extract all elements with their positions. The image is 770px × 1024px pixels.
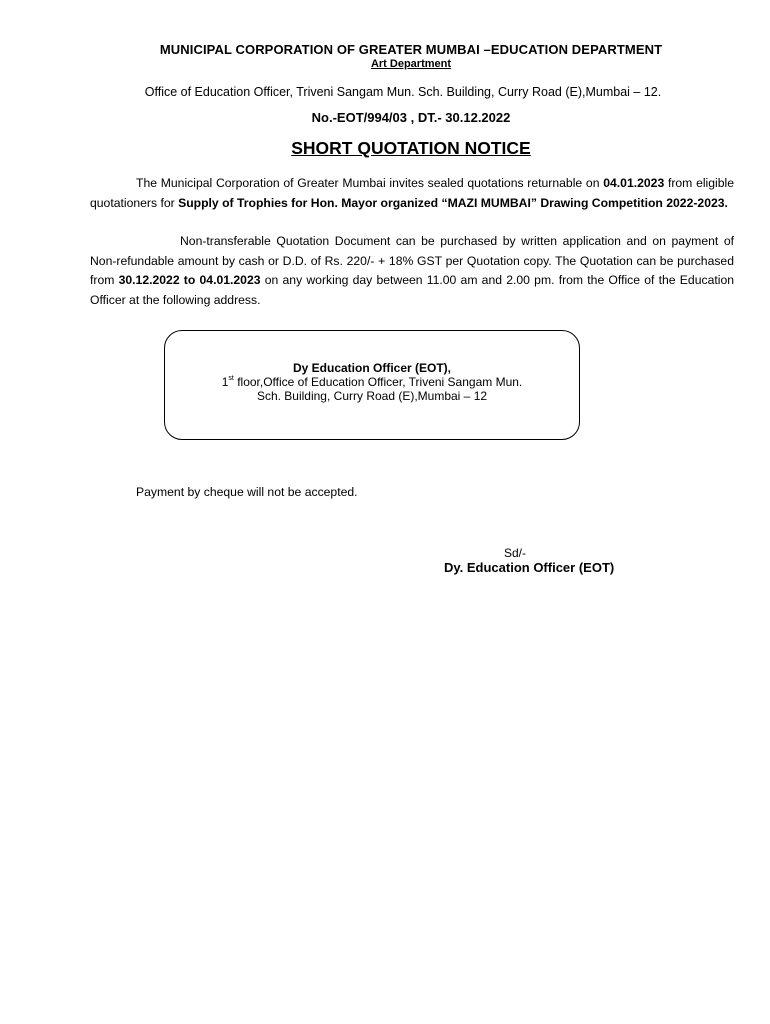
return-date: 04.01.2023 [603, 176, 665, 190]
purchase-paragraph [90, 232, 734, 310]
paragraph-text: from eligible quotationers for [90, 176, 735, 210]
paragraph-text: on any working day between 11.00 am and 2.00 pm. from the Office of the Education Officer at the following address. [90, 273, 734, 307]
address-text: floor,Office of Education Officer, Triveni Sangam Mun. [233, 375, 523, 389]
floor-ordinal: st [228, 375, 234, 382]
payment-note: Payment by cheque will not be accepted. [136, 485, 358, 499]
paragraph-text: Non-transferable Quotation Document can be purchased by written application and on payment of Non-refundable amount by cash or D.D. of Rs. 220/- + 18% GST per Quotation copy. The Quotation can be purchased from [90, 234, 734, 287]
officer-title: Dy Education Officer (EOT), [292, 361, 451, 375]
paragraph-text: The Municipal Corporation of Greater Mumbai invites sealed quotations returnable on [136, 176, 604, 190]
address-line-2: Sch. Building, Curry Road (E),Mumbai – 12 [256, 389, 488, 403]
organization-heading: MUNICIPAL CORPORATION OF GREATER MUMBAI –EDUCATION DEPARTMENT [159, 42, 663, 57]
department-subheading: Art Department [370, 58, 452, 70]
signed-mark: Sd/- [504, 546, 527, 560]
address-line-1 [165, 375, 579, 389]
address-box [164, 330, 580, 440]
reference-number: No.-EOT/994/03 , DT.- 30.12.2022 [311, 110, 511, 125]
quotation-subject: Supply of Trophies for Hon. Mayor organized “MAZI MUMBAI” Drawing Competition 2022-2023. [178, 195, 728, 210]
floor-number: 1 [221, 375, 229, 389]
invitation-paragraph [90, 174, 734, 213]
notice-title: SHORT QUOTATION NOTICE [291, 138, 531, 158]
signatory: Dy. Education Officer (EOT) [444, 560, 615, 575]
office-address: Office of Education Officer, Triveni Sangam Mun. Sch. Building, Curry Road (E),Mumbai – 12. [144, 85, 662, 99]
purchase-period: 30.12.2022 to 04.01.2023 [118, 273, 261, 287]
